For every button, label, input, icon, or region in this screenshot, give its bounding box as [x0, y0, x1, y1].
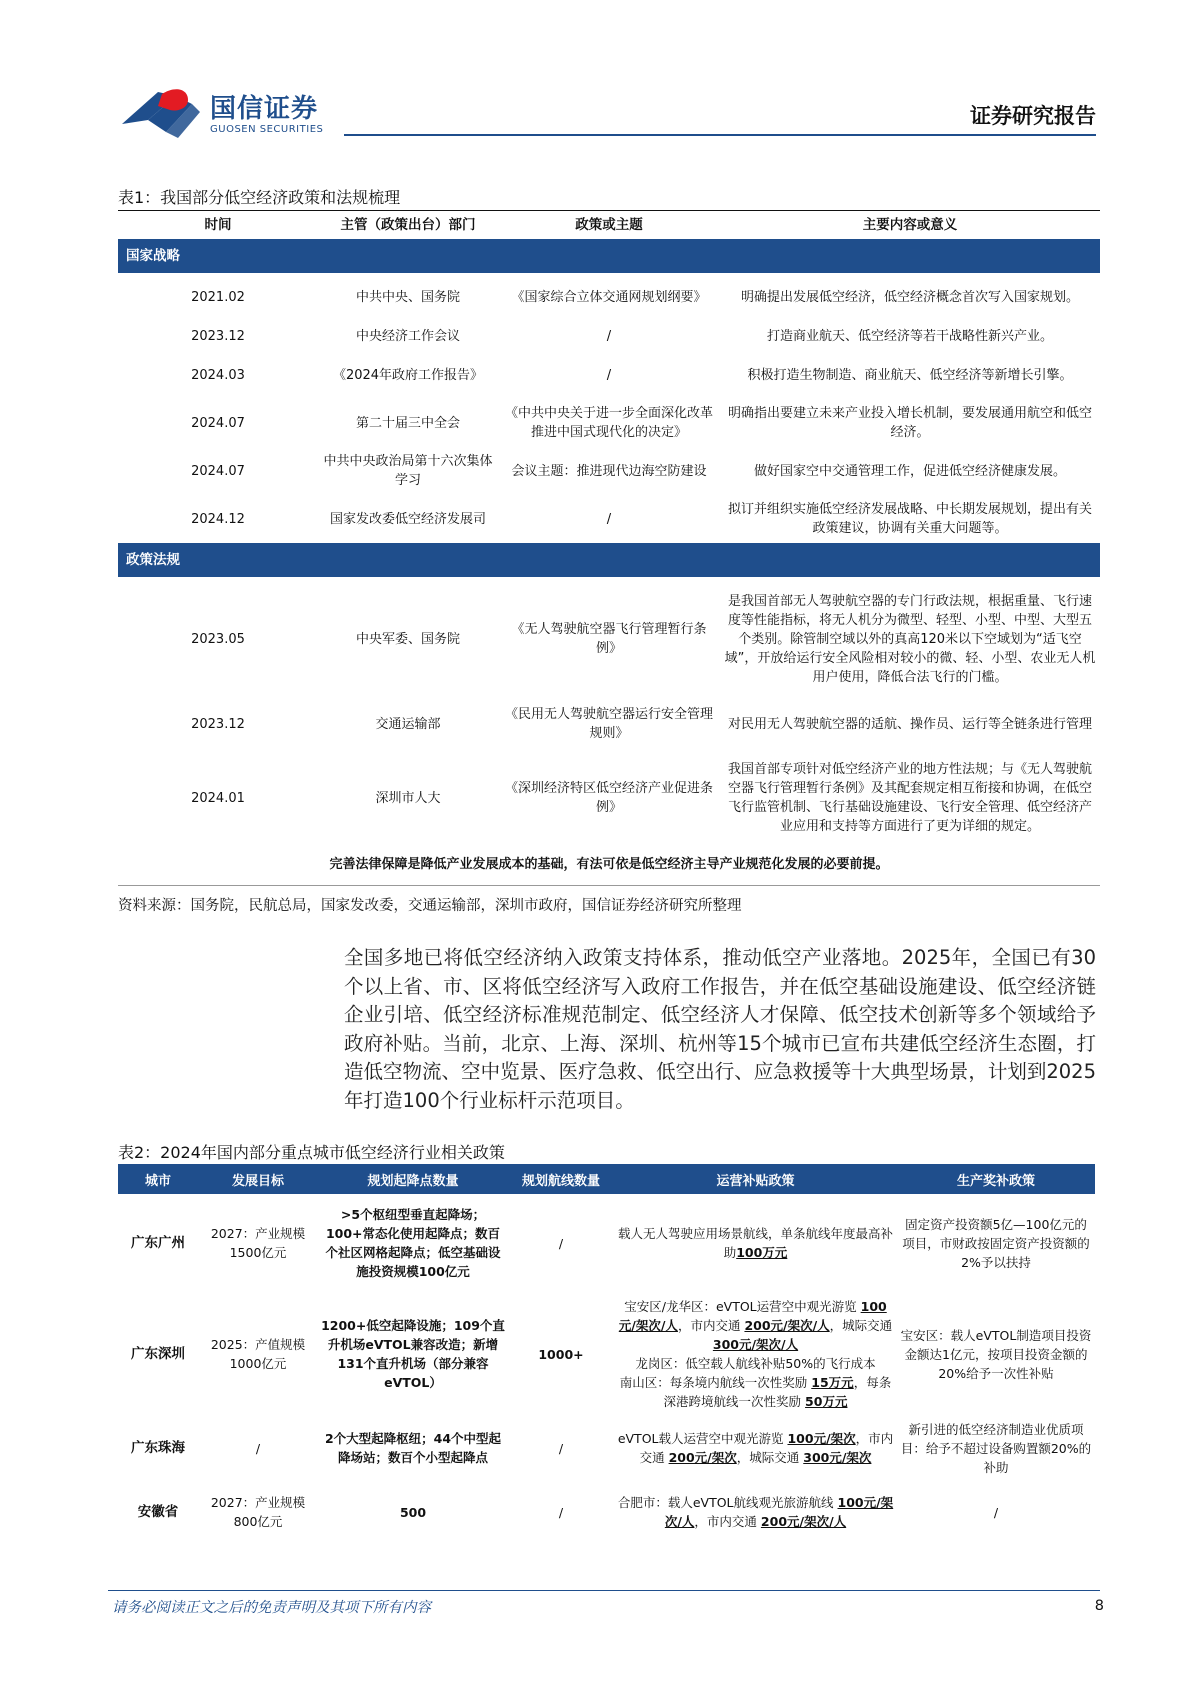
footer-divider — [108, 1590, 1100, 1591]
op-amount: 200元/架次/人 — [744, 1318, 830, 1333]
cell-policy: / — [606, 511, 612, 527]
cell-content: 明确指出要建立未来产业投入增长机制，要发展通用航空和低空经济。 — [727, 406, 1092, 440]
table1-source: 资料来源：国务院，民航总局，国家发改委，交通运输部，深圳市政府，国信证券经济研究所整理 — [118, 898, 742, 914]
col-header-dept: 主管（政策出台）部门 — [318, 211, 498, 240]
cell-prod-subsidy: 新引进的低空经济制造业优质项目：给予不超过设备购置额20%的补助 — [900, 1421, 1092, 1475]
op-text: ，每条深港跨境航线一次性奖励 — [663, 1375, 892, 1409]
cell-policy: 《无人驾驶航空器飞行管理暂行条例》 — [511, 622, 707, 656]
cell-routes: / — [558, 1504, 564, 1520]
col-header-prod-subsidy: 生产奖补政策 — [897, 1164, 1095, 1194]
cell-goal: / — [255, 1440, 261, 1456]
cell-dept: 国家发改委低空经济发展司 — [329, 511, 486, 527]
cell-routes: / — [558, 1235, 564, 1251]
col-header-sites: 规划起降点数量 — [318, 1164, 508, 1194]
cell-dept: 中央军委、国务院 — [355, 631, 460, 647]
op-text: 南山区：每条境内航线一次性奖励 — [619, 1375, 808, 1390]
cell-city: 广东深圳 — [131, 1345, 185, 1362]
cell-op-subsidy — [614, 1416, 897, 1480]
op-amount: 100元/架次/人 — [664, 1495, 894, 1529]
op-amount: 200元/架次/人 — [760, 1514, 847, 1529]
table-row — [118, 273, 1100, 321]
cell-sites: 500 — [399, 1504, 427, 1520]
cell-prod-subsidy: / — [993, 1504, 999, 1520]
logo-english-name: GUOSEN SECURITIES — [210, 124, 324, 135]
section-regulations: 政策法规 — [118, 543, 1100, 577]
cell-policy: 《深圳经济特区低空经济产业促进条例》 — [504, 781, 713, 815]
cell-time: 2024.07 — [191, 463, 245, 479]
op-text: ，市内交通 — [677, 1318, 741, 1333]
guosen-logo-icon — [118, 86, 206, 140]
cell-time: 2023.12 — [191, 716, 245, 732]
op-text: 龙岗区：低空载人航线补贴50%的飞行成本 — [635, 1356, 876, 1371]
cell-time: 2024.07 — [191, 415, 245, 431]
op-amount: 300元/架次/人 — [712, 1337, 799, 1352]
header-divider — [344, 134, 1096, 136]
source-divider — [118, 885, 1100, 886]
col-header-goal: 发展目标 — [198, 1164, 318, 1194]
table2-caption: 表2：2024年国内部分重点城市低空经济行业相关政策 — [118, 1143, 505, 1162]
cell-time: 2024.03 — [191, 367, 245, 383]
op-text: ，市内交通 — [694, 1514, 757, 1529]
cell-time: 2024.12 — [191, 511, 245, 527]
cell-content: 是我国首部无人驾驶航空器的专门行政法规，根据重量、飞行速度等性能指标，将无人机分为微型、轻型、小型、中型、大型五个类别。除管制空域以外的真高120米以下空域划为“适飞空域”，开放给运行安全风险相对较小的微、轻、小型、农业无人机用户使用，降低合法飞行的门槛。 — [724, 593, 1096, 685]
cell-content: 明确提出发展低空经济，低空经济概念首次写入国家规划。 — [740, 289, 1079, 305]
cell-prod-subsidy: 宝安区：载人eVTOL制造项目投资金额达1亿元，按项目投资金额的20%给予一次性补贴 — [900, 1327, 1092, 1381]
cell-sites: 1200+低空起降设施；109个直升机场eVTOL兼容改造；新增131个直升机场（部分兼容eVTOL） — [321, 1318, 505, 1390]
cell-city: 广东广州 — [131, 1234, 185, 1251]
cell-time: 2024.01 — [191, 790, 245, 806]
table-row — [118, 351, 1100, 399]
cell-dept: 深圳市人大 — [375, 790, 441, 806]
body-paragraph: 全国多地已将低空经济纳入政策支持体系，推动低空产业落地。2025年，全国已有30个以上省、市、区将低空经济写入政府工作报告，并在低空基础设施建设、低空经济链企业引培、低空经济标准规范制定、低空经济人才保障、低空技术创新等多个领域给予政府补贴。当前，北京、上海、深圳、杭州等15个城市已宣布共建低空经济生态圈，打造低空物流、空中览景、医疗急救、低空出行、应急救援等十大典型场景，计划到2025年打造100个行业标杆示范项目。 — [344, 946, 1096, 1112]
cell-dept: 中央经济工作会议 — [355, 328, 460, 344]
col-header-time: 时间 — [118, 211, 318, 240]
cell-policy: / — [606, 328, 612, 344]
cell-prod-subsidy: 固定资产投资额5亿—100亿元的项目，市财政按固定资产投资额的2%予以扶持 — [902, 1216, 1090, 1270]
op-text: 宝安区/龙华区：eVTOL运营空中观光游览 — [624, 1299, 857, 1314]
table1-caption: 表1：我国部分低空经济政策和法规梳理 — [118, 188, 401, 207]
op-text: 载人无人驾驶应用场景航线，单条航线年度最高补助 — [617, 1226, 893, 1260]
col-header-op-subsidy: 运营补贴政策 — [614, 1164, 897, 1194]
cell-content: 对民用无人驾驶航空器的适航、操作员、运行等全链条进行管理 — [727, 716, 1092, 732]
cell-content: 做好国家空中交通管理工作，促进低空经济健康发展。 — [753, 463, 1066, 479]
cell-routes: / — [558, 1440, 564, 1456]
table-row — [118, 399, 1100, 447]
table-row — [118, 321, 1100, 351]
op-amount: 200元/架次 — [668, 1450, 737, 1465]
cell-op-subsidy — [614, 1480, 897, 1544]
cell-sites: 2个大型起降枢纽；44个中型起降场站；数百个小型起降点 — [324, 1431, 502, 1465]
cell-content: 我国首部专项针对低空经济产业的地方性法规；与《无人驾驶航空器飞行管理暂行条例》及其配套规定相互衔接和协调，在低空飞行监管机制、飞行基础设施建设、飞行安全管理、低空经济产业应用和支持等方面进行了更为详细的规定。 — [727, 762, 1092, 834]
op-text: eVTOL载人运营空中观光游览 — [617, 1431, 784, 1446]
op-text: 合肥市：载人eVTOL航线观光旅游航线 — [617, 1495, 834, 1510]
table-row — [118, 1416, 1095, 1480]
report-type: 证券研究报告 — [970, 104, 1096, 128]
cell-policy: 《中共中央关于进一步全面深化改革推进中国式现代化的决定》 — [504, 406, 713, 440]
col-header-policy: 政策或主题 — [498, 211, 720, 240]
table1-note: 完善法律保障是降低产业发展成本的基础，有法可依是低空经济主导产业规范化发展的必要前提。 — [329, 856, 889, 872]
col-header-content: 主要内容或意义 — [720, 211, 1100, 240]
city-policy-table — [118, 1164, 1095, 1544]
cell-content: 拟订并组织实施低空经济发展战略、中长期发展规划，提出有关政策建议，协调有关重大问题等。 — [727, 502, 1092, 536]
footer-disclaimer[interactable]: 请务必阅读正文之后的免责声明及其项下所有内容 — [112, 1600, 431, 1616]
cell-city: 广东珠海 — [131, 1439, 185, 1456]
cell-policy: 《国家综合立体交通网规划纲要》 — [511, 289, 707, 305]
table-row — [118, 1194, 1095, 1292]
cell-content: 积极打造生物制造、商业航天、低空经济等新增长引擎。 — [747, 367, 1073, 383]
cell-dept: 第二十届三中全会 — [355, 415, 460, 431]
cell-op-subsidy — [614, 1292, 897, 1416]
table-row — [118, 1292, 1095, 1416]
table-row — [118, 1480, 1095, 1544]
table-row — [118, 701, 1100, 747]
logo-chinese-name: 国信证券 — [210, 94, 319, 124]
table-row — [118, 747, 1100, 849]
table-row — [118, 577, 1100, 701]
op-amount: 15万元 — [811, 1375, 854, 1390]
company-logo — [118, 86, 338, 142]
cell-city: 安徽省 — [137, 1503, 179, 1520]
policy-table — [118, 210, 1100, 879]
cell-goal: 2027：产业规模800亿元 — [210, 1495, 306, 1529]
cell-dept: 交通运输部 — [375, 716, 441, 732]
op-text: ，城际交通 — [829, 1318, 893, 1333]
page-number: 8 — [1094, 1598, 1104, 1614]
cell-content: 打造商业航天、低空经济等若干战略性新兴产业。 — [766, 328, 1053, 344]
cell-policy: 会议主题：推进现代边海空防建设 — [511, 463, 707, 479]
cell-op-subsidy — [614, 1194, 897, 1292]
op-text: ，市内交通 — [639, 1431, 894, 1465]
cell-routes: 1000+ — [538, 1346, 584, 1362]
op-amount: 100元/架次 — [787, 1431, 856, 1446]
cell-dept: 中共中央政治局第十六次集体学习 — [323, 454, 493, 488]
cell-policy: / — [606, 367, 612, 383]
section-national-strategy: 国家战略 — [118, 239, 1100, 273]
op-amount: 100万元 — [736, 1245, 788, 1260]
col-header-routes: 规划航线数量 — [508, 1164, 614, 1194]
table-row — [118, 495, 1100, 543]
op-amount: 300元/架次 — [803, 1450, 872, 1465]
cell-goal: 2025：产值规模1000亿元 — [210, 1337, 306, 1371]
table-row — [118, 447, 1100, 495]
cell-time: 2023.05 — [191, 631, 245, 647]
cell-goal: 2027：产业规模1500亿元 — [210, 1226, 306, 1260]
cell-policy: 《民用无人驾驶航空器运行安全管理规则》 — [504, 707, 713, 741]
op-amount: 100元/架次/人 — [618, 1299, 887, 1333]
cell-dept: 中共中央、国务院 — [355, 289, 460, 305]
cell-sites: >5个枢纽型垂直起降场；100+常态化使用起降点；数百个社区网格起降点；低空基础设施投资规模100亿元 — [325, 1207, 501, 1279]
op-amount: 50万元 — [805, 1394, 848, 1409]
cell-time: 2023.12 — [191, 328, 245, 344]
col-header-city: 城市 — [118, 1164, 198, 1194]
cell-dept: 《2024年政府工作报告》 — [332, 367, 484, 383]
cell-time: 2021.02 — [191, 289, 245, 305]
op-text: ，城际交通 — [736, 1450, 800, 1465]
